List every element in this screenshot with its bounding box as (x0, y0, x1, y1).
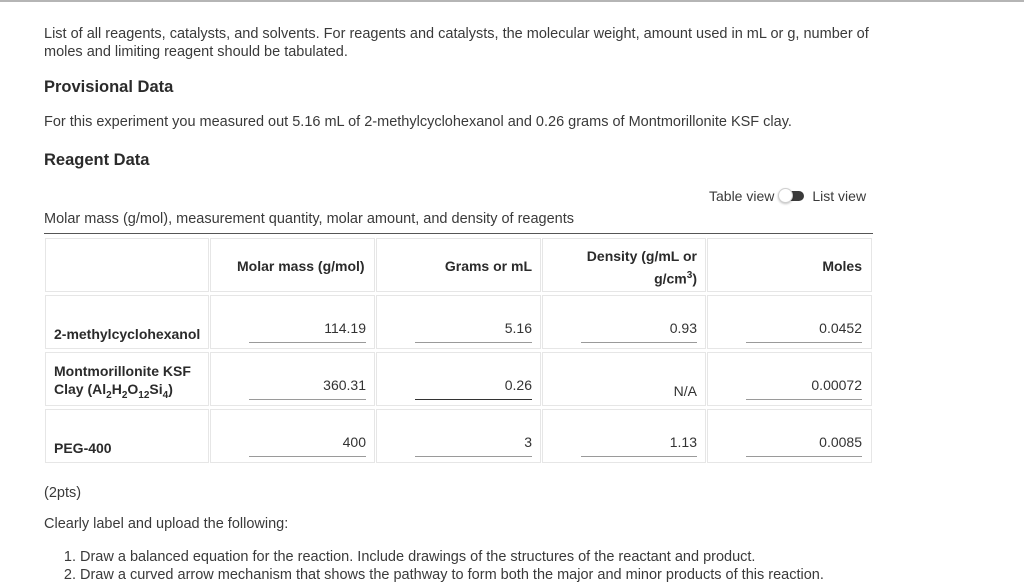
molar-mass-input[interactable]: 114.19 (324, 320, 366, 336)
header-density (587, 247, 697, 289)
header-molar-mass: Molar mass (g/mol) (237, 258, 365, 274)
formula-sub: 12 (138, 389, 150, 401)
amount-cell[interactable] (376, 409, 541, 463)
input-underline-active (415, 399, 532, 400)
header-grams-ml: Grams or mL (444, 258, 532, 274)
moles-input[interactable]: 0.0085 (819, 434, 862, 450)
input-underline (415, 342, 532, 343)
provisional-data-heading: Provisional Data (44, 78, 174, 96)
moles-input[interactable]: 0.0452 (819, 320, 862, 336)
input-underline (746, 399, 862, 400)
view-switch[interactable] (778, 189, 808, 203)
amount-cell[interactable] (376, 295, 541, 349)
input-underline (249, 456, 366, 457)
table-row (45, 352, 209, 406)
table-row (45, 409, 209, 463)
header-density-close: ) (692, 270, 697, 287)
row-label-montmorillonite (54, 362, 191, 405)
header-moles-cell (707, 238, 872, 292)
molar-mass-input[interactable]: 400 (342, 434, 366, 450)
row-label-peg-400: PEG-400 (54, 440, 112, 456)
list-view-label[interactable]: List view (812, 188, 867, 204)
reagent-data-heading: Reagent Data (44, 151, 150, 169)
header-density-cell (542, 238, 706, 292)
input-underline (581, 456, 697, 457)
header-moles: Moles (822, 258, 862, 274)
formula-sub: 2 (106, 389, 112, 401)
header-density-sup: 3 (686, 270, 693, 281)
formula-part: ) (168, 381, 173, 397)
moles-cell[interactable] (707, 295, 872, 349)
molar-mass-cell[interactable] (210, 409, 375, 463)
upload-instruction: Clearly label and upload the following: (44, 516, 289, 532)
molar-mass-cell[interactable] (210, 295, 375, 349)
row-label-line1: Montmorillonite KSF (54, 363, 191, 379)
density-cell[interactable] (542, 295, 706, 349)
density-cell[interactable] (542, 409, 706, 463)
header-corner-cell (45, 238, 209, 292)
row-label-2-methylcyclohexanol: 2-methylcyclohexanol (54, 326, 201, 342)
header-density-line1: Density (g/mL or (586, 248, 697, 264)
density-input[interactable]: 0.93 (669, 320, 697, 336)
task-list (44, 548, 824, 584)
moles-input[interactable]: 0.00072 (811, 377, 862, 393)
header-grams-ml-cell (376, 238, 541, 292)
amount-input[interactable]: 5.16 (504, 320, 532, 336)
provisional-data-text: For this experiment you measured out 5.16 mL of 2-methylcyclohexanol and 0.26 grams of Montmorillonite KSF clay. (44, 114, 792, 130)
formula-part: H (111, 381, 122, 397)
top-divider (0, 0, 1024, 2)
amount-input[interactable]: 0.26 (504, 377, 532, 393)
intro-text: List of all reagents, catalysts, and solvents. For reagents and catalysts, the molecular weight, amount used in mL or g, number of moles and limiting reagent should be tabulated. (44, 26, 869, 60)
table-caption: Molar mass (g/mol), measurement quantity, molar amount, and density of reagents (44, 211, 575, 227)
amount-input[interactable]: 3 (524, 434, 532, 450)
amount-cell[interactable] (376, 352, 541, 406)
input-underline (581, 342, 697, 343)
moles-cell[interactable] (707, 409, 872, 463)
formula-part: O (127, 381, 139, 397)
input-underline (249, 399, 366, 400)
density-cell (542, 352, 706, 406)
density-value: N/A (673, 383, 697, 399)
formula-sub: 4 (162, 389, 169, 401)
formula-part: Clay (Al (54, 381, 107, 397)
formula-part: Si (149, 381, 163, 397)
formula-sub: 2 (121, 389, 128, 401)
moles-cell[interactable] (707, 352, 872, 406)
caption-rule (44, 233, 873, 234)
header-density-line2: g/cm (654, 270, 687, 287)
points-label: (2pts) (44, 485, 82, 501)
view-toggle[interactable] (709, 187, 866, 205)
table-row (45, 295, 209, 349)
molar-mass-input[interactable]: 360.31 (323, 377, 366, 393)
input-underline (249, 342, 366, 343)
density-input[interactable]: 1.13 (669, 434, 697, 450)
list-item: 2. Draw a curved arrow mechanism that shows the pathway to form both the major and minor products of this reaction. (80, 566, 824, 584)
input-underline (746, 456, 862, 457)
input-underline (415, 456, 532, 457)
molar-mass-cell[interactable] (210, 352, 375, 406)
list-item: 1. Draw a balanced equation for the reaction. Include drawings of the structures of the reactant and product. (80, 548, 824, 566)
input-underline (746, 342, 862, 343)
header-molar-mass-cell (210, 238, 375, 292)
table-view-label[interactable]: Table view (709, 188, 775, 204)
